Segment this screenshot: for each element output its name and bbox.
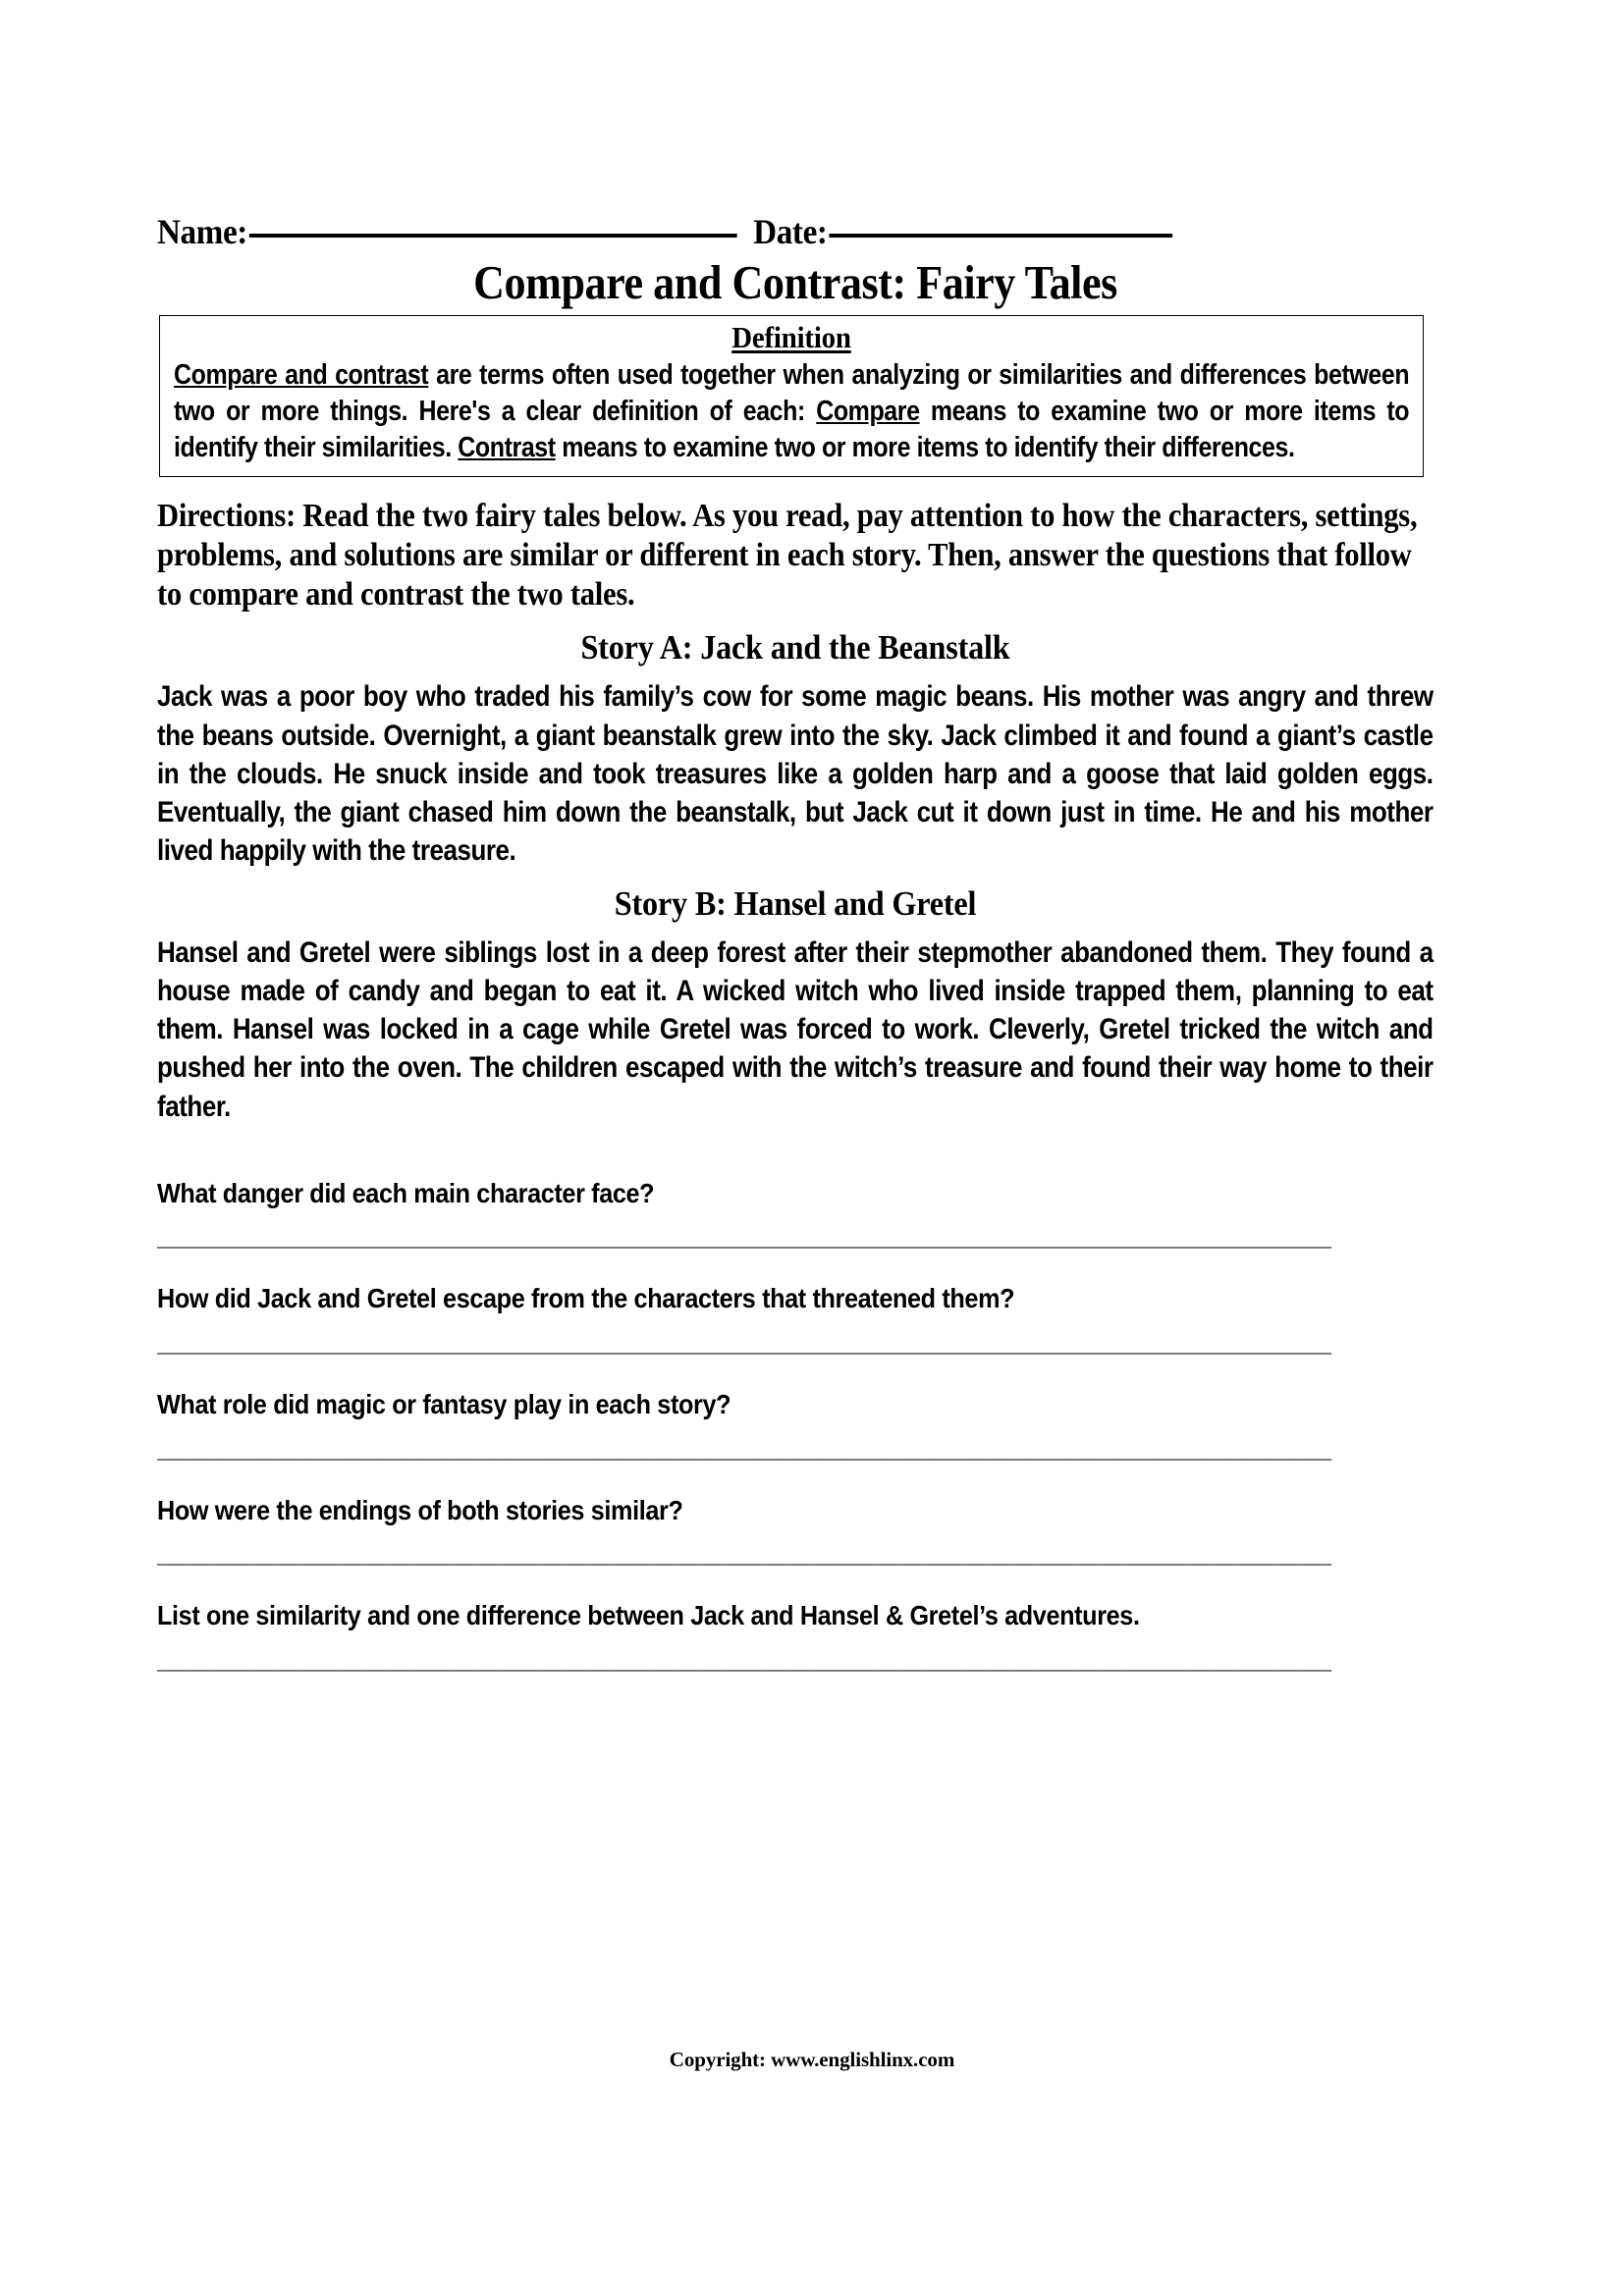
date-blank-line[interactable] [829,234,1172,238]
definition-term-compare-and-contrast: Compare and contrast [174,358,429,391]
name-blank-line[interactable] [249,234,737,238]
questions-section [157,1177,1434,1689]
answer-line-1[interactable]: ______________________________________________________________________________________________ [157,1223,1330,1252]
date-label: Date: [753,212,828,251]
definition-text-1: are terms often used together when analyzing or similarities and differences between two or more things. Here's a clear definition of each: [174,358,1410,428]
definition-term-compare: Compare [816,396,920,428]
name-date-row [157,211,1331,252]
question-block-5 [157,1599,1434,1689]
definition-box [159,315,1424,477]
definition-box-body [174,357,1409,466]
question-block-3 [157,1388,1434,1478]
question-text-3: What role did magic or fantasy play in each story? [157,1388,731,1419]
story-a-heading: Story A: Jack and the Beanstalk [580,628,1010,667]
story-b-body: Hansel and Gretel were siblings lost in a deep forest after their stepmother abandoned them. They found a house made of candy and began to eat it. A wicked witch who lived inside trapped them, planning to eat them. Hansel was locked in a cage while Gretel was forced to work. Cleverly, Gretel tricked the witch and pushed her into the oven. The children escaped with the witch’s treasure and found their way home to their father. [157,935,1434,1123]
answer-line-3[interactable]: ______________________________________________________________________________________________ [157,1434,1330,1463]
answer-line-2[interactable]: ______________________________________________________________________________________________ [157,1328,1330,1357]
question-text-1: What danger did each main character face? [157,1177,655,1208]
worksheet-content [157,211,1434,1705]
definition-text-2: means to examine two or more items to identify their similarities. [174,396,1410,464]
answer-line-5[interactable]: ______________________________________________________________________________________________ [157,1645,1330,1674]
question-block-4 [157,1494,1434,1584]
story-b-heading: Story B: Hansel and Gretel [614,883,977,923]
answer-line-4[interactable]: ______________________________________________________________________________________________ [157,1540,1330,1569]
question-text-4: How were the endings of both stories similar? [157,1494,683,1525]
definition-box-heading: Definition [731,319,851,354]
name-label: Name: [157,212,247,251]
copyright-footer: Copyright: www.englishlinx.com [669,2048,955,2071]
question-text-2: How did Jack and Gretel escape from the characters that threatened them? [157,1283,1015,1314]
story-a-body: Jack was a poor boy who traded his family’s cow for some magic beans. His mother was angry and threw the beans outside. Overnight, a giant beanstalk grew into the sky. Jack climbed it and found a giant’s castle in the clouds. He snuck inside and took treasures like a golden harp and a goose that laid golden eggs. Eventually, the giant chased him down the beanstalk, but Jack cut it down just in time. He and his mother lived happily with the treasure. [157,680,1434,868]
question-block-2 [157,1282,1434,1372]
question-text-5: List one similarity and one difference between Jack and Hansel & Gretel’s adventures. [157,1600,1140,1631]
directions-paragraph: Directions: Read the two fairy tales below. As you read, pay attention to how the characters, settings, problems, and solutions are similar or different in each story. Then, answer the questions that follow to compare and contrast the two tales. [157,498,1418,614]
question-block-1 [157,1177,1434,1267]
definition-text-3: means to examine two or more items to identify their differences. [555,432,1295,464]
page-title: Compare and Contrast: Fairy Tales [473,255,1117,309]
definition-term-contrast: Contrast [458,432,556,464]
